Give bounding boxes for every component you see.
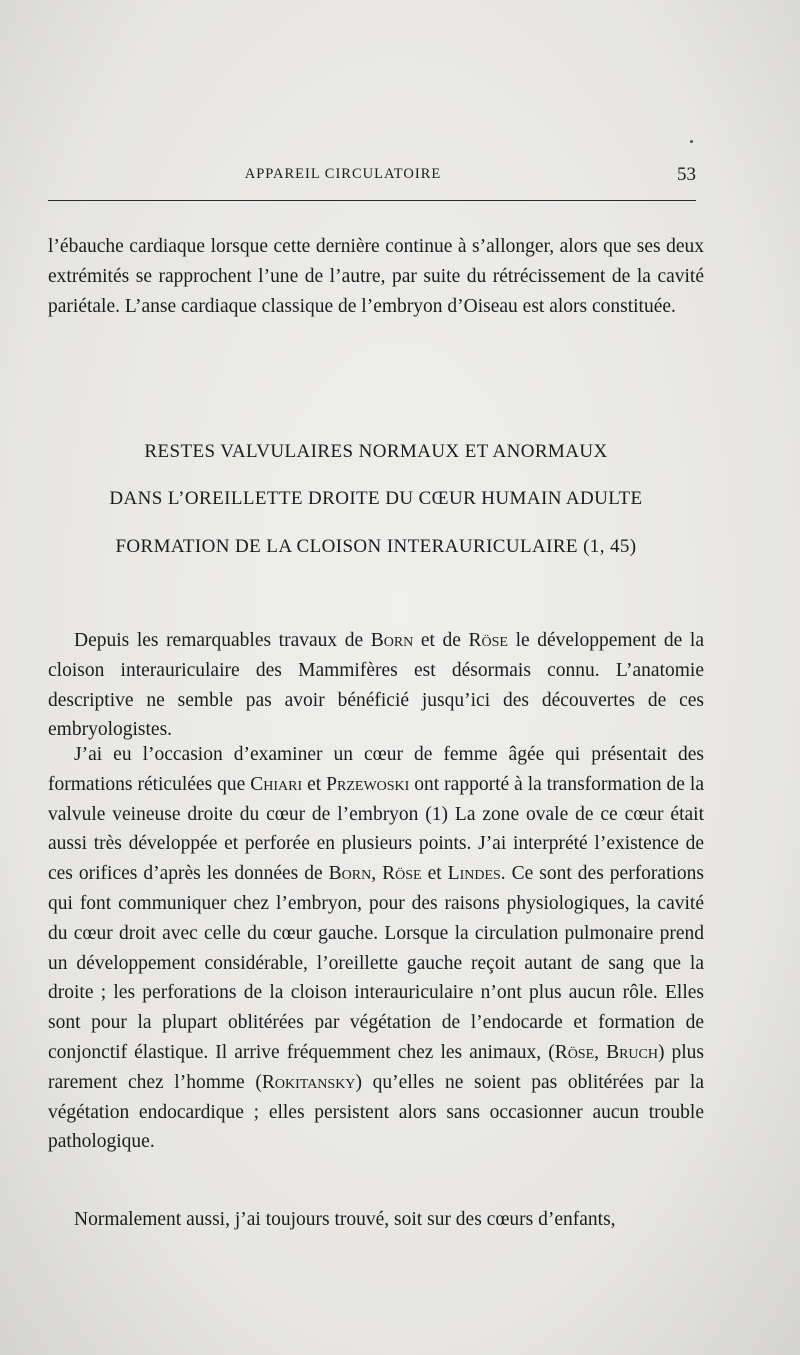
text-run: ,: [594, 1041, 607, 1063]
author-name: Przewoski: [326, 773, 410, 795]
author-name: Röse: [554, 1041, 595, 1063]
section-heading-line-2: DANS L’OREILLETTE DROITE DU CŒUR HUMAIN ADULTE: [109, 488, 643, 509]
paragraph-observation: [48, 740, 704, 1157]
text-run: ont rapporté à la transformation de la valvule veineuse droite du cœur de l’embryon (1) La zone ovale de ce cœur était aussi très développée et perforée en plusieurs points. J’ai interprété l’existence de ces orifices d’après les données de: [48, 773, 704, 885]
author-name: Chiari: [250, 773, 303, 795]
text-run: ) qu’elles ne soient pas oblitérées par la végétation endocardique ; elles persistent alors sans occasionner aucun trouble pathologique.: [48, 1071, 704, 1153]
text-run: . Ce sont des perforations qui font communiquer chez l’embryon, pour des raisons physiologiques, la cavité du cœur droit avec celle du cœur gauche. Lorsque la circulation pulmonaire prend un développement considérable, l’oreillette gauche reçoit autant de sang que la droite ; les perforations de la cloison interauriculaire n’ont plus aucun rôle. Elles sont pour la plupart oblitérées par végétation de l’endocarde et formation de conjonctif élastique. Il arrive fréquemment chez les animaux, (: [48, 863, 705, 1063]
page-number: 53: [677, 164, 696, 185]
author-name: Rokitansky: [261, 1071, 356, 1093]
section-heading-line-3: FORMATION DE LA CLOISON INTERAURICULAIRE (1, 45): [115, 536, 637, 557]
header-rule: [48, 200, 696, 201]
text-run: Depuis les remarquables travaux de: [74, 630, 371, 651]
running-head: [48, 166, 696, 194]
print-speck: [690, 140, 693, 143]
author-name: Bruch: [606, 1041, 658, 1063]
paragraph-born-rose: [48, 626, 704, 745]
text-run: le développement de la cloison interauriculaire des Mammifères est désormais connu. L’anatomie descriptive ne semble pas avoir bénéficié jusqu’ici des découvertes de ces embryologistes.: [48, 630, 704, 741]
section-heading-line-1: RESTES VALVULAIRES NORMAUX ET ANORMAUX: [144, 441, 608, 462]
intro-paragraph: l’ébauche cardiaque lorsque cette dernière continue à s’allonger, alors que ses deux extrémités se rapprochent l’une de l’autre, par suite du rétrécissement de la cavité pariétale. L’anse cardiaque classique de l’embryon d’Oiseau est alors constituée.: [48, 236, 704, 317]
author-name: Born: [370, 630, 414, 651]
text-run: et de: [413, 630, 469, 651]
text-run: J’ai eu l’occasion d’examiner un cœur de femme âgée qui présentait des formations réticulées que: [48, 744, 704, 795]
running-head-title: APPAREIL CIRCULATOIRE: [244, 166, 442, 182]
author-name: Born: [328, 863, 372, 885]
text-run: et: [421, 863, 448, 885]
paragraph-continuation: Normalement aussi, j’ai toujours trouvé, soit sur des cœurs d’enfants,: [74, 1209, 616, 1230]
author-name: Röse: [468, 630, 508, 651]
author-name: Lindes: [447, 863, 501, 885]
text-run: ,: [371, 863, 383, 885]
author-name: Röse: [382, 863, 422, 885]
text-run: et: [302, 773, 327, 795]
text-run: ) plus rarement chez l’homme (: [48, 1041, 704, 1093]
